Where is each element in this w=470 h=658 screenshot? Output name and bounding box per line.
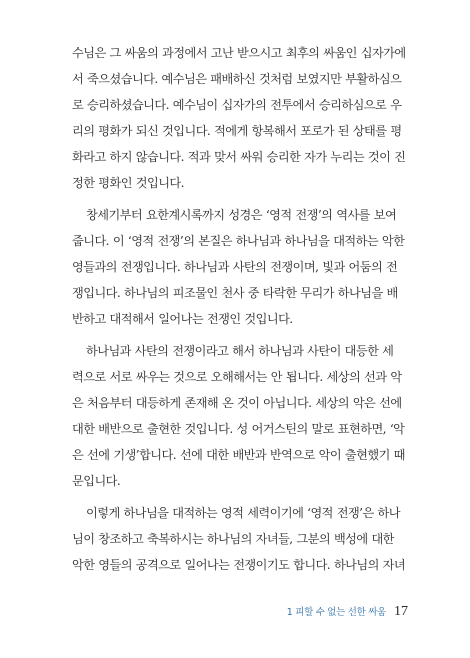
text-line: 님이 창조하고 축복하시는 하나님의 자녀들, 그분의 백성에 대한 [72, 532, 394, 546]
text-line: 이렇게 하나님을 대적하는 영적 세력이기에 ‘영적 전쟁’은 하나 [86, 506, 400, 520]
text-line: 수님은 그 싸움의 과정에서 고난 받으시고 최후의 싸움인 십자가에 [72, 46, 406, 60]
text-line: 하나님과 사탄의 전쟁이라고 해서 하나님과 사탄이 대등한 세 [86, 344, 394, 358]
text-line: 창세기부터 요한계시록까지 성경은 ‘영적 전쟁’의 역사를 보여 [86, 208, 397, 222]
body-text [72, 40, 412, 578]
page-footer [287, 604, 408, 620]
text-line: 반하고 대적해서 일어나는 전쟁인 것입니다. [72, 312, 293, 326]
text-line: 서 죽으셨습니다. 예수님은 패배하신 것처럼 보였지만 부활하심으 [72, 72, 402, 86]
running-title: 1 피할 수 없는 선한 싸움 [286, 607, 386, 618]
text-line: 줍니다. 이 ‘영적 전쟁’의 본질은 하나님과 하나님을 대적하는 악한 [72, 234, 405, 248]
page-number: 17 [394, 604, 408, 619]
text-line: 대한 배반으로 출현한 것입니다. 성 어거스틴의 말로 표현하면, ‘악 [72, 422, 405, 436]
text-line: 리의 평화가 되신 것입니다. 적에게 항복해서 포로가 된 상태를 평 [72, 124, 402, 138]
text-line: 영들과의 전쟁입니다. 하나님과 사탄의 전쟁이며, 빛과 어둠의 전 [72, 260, 398, 274]
text-line: 로 승리하셨습니다. 예수님이 십자가의 전투에서 승리하심으로 우 [72, 98, 402, 112]
text-line: 화라고 하지 않습니다. 적과 맞서 싸워 승리한 자가 누리는 것이 진 [72, 150, 406, 164]
text-line: 은 선에 기생’합니다. 선에 대한 배반과 반역으로 악이 출현했기 때 [72, 448, 405, 462]
text-line: 악한 영들의 공격으로 일어나는 전쟁이기도 합니다. 하나님의 자녀 [72, 558, 406, 572]
text-line: 정한 평화인 것입니다. [72, 176, 184, 190]
text-line: 쟁입니다. 하나님의 피조물인 천사 중 타락한 무리가 하나님을 배 [72, 286, 398, 300]
text-line: 력으로 서로 싸우는 것으로 오해해서는 안 됩니다. 세상의 선과 악 [72, 370, 402, 384]
text-line: 문입니다. [72, 474, 121, 488]
text-line: 은 처음부터 대등하게 존재해 온 것이 아닙니다. 세상의 악은 선에 [72, 396, 402, 410]
